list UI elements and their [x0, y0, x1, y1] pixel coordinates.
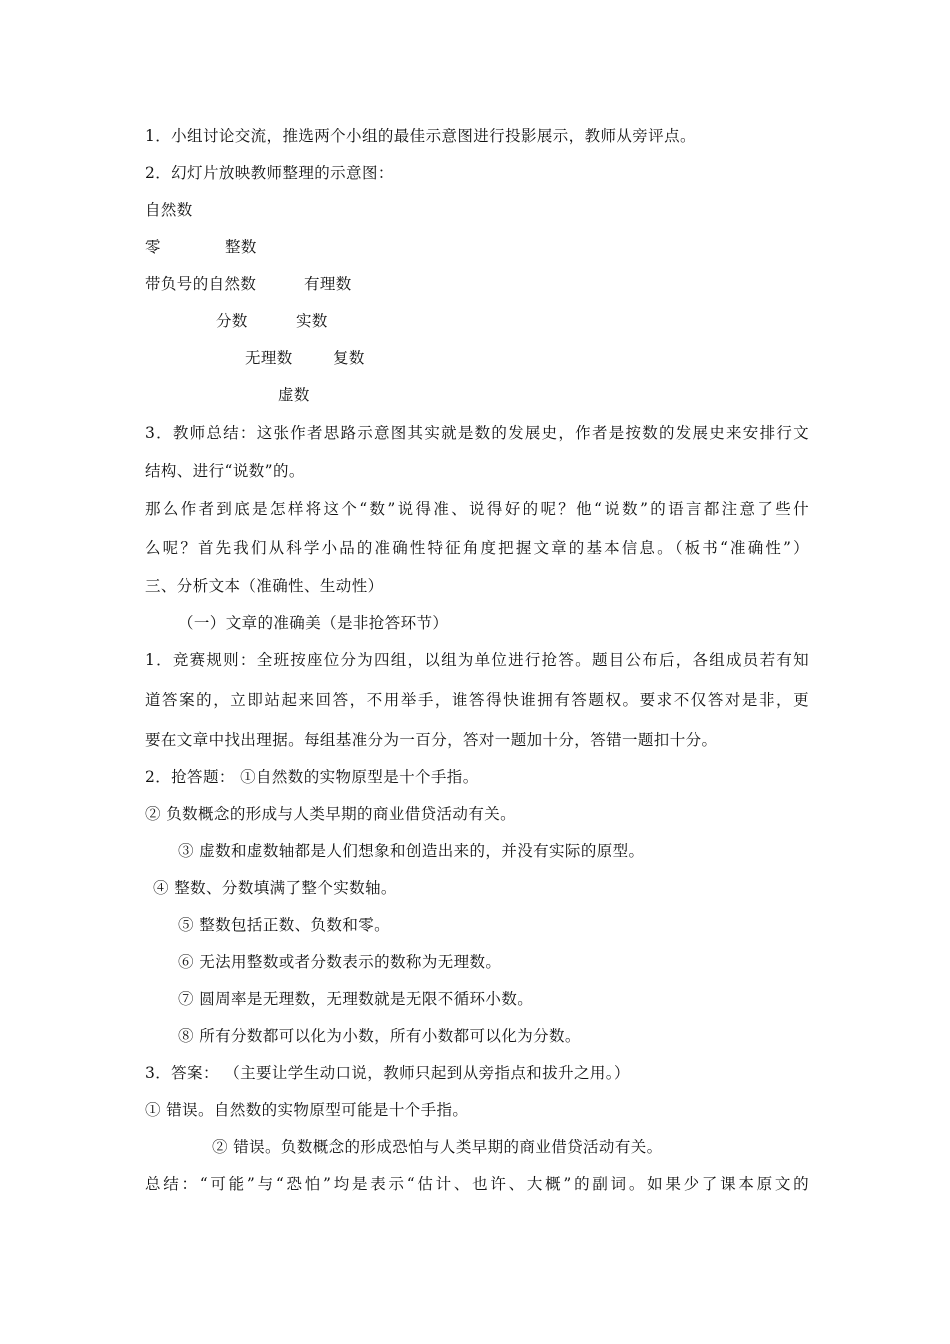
diagram-zero: 零: [145, 238, 161, 256]
quiz-question-5: ⑤ 整数包括正数、负数和零。: [178, 916, 391, 934]
quiz-question-7: ⑦ 圆周率是无理数，无理数就是无限不循环小数。: [178, 990, 534, 1008]
diagram-natural-numbers: 自然数: [145, 201, 193, 219]
diagram-complex: 复数: [333, 349, 365, 367]
subsection-heading-accuracy: （一）文章的准确美（是非抢答环节）: [178, 614, 449, 632]
diagram-fractions: 分数: [216, 312, 248, 330]
paragraph-rules-line1: 1．竞赛规则：全班按座位分为四组，以组为单位进行抢答。题目公布后，各组成员若有知: [145, 651, 809, 669]
paragraph-slideshow: 2．幻灯片放映教师整理的示意图：: [145, 164, 394, 182]
answers-heading: 3．答案： （主要让学生动口说，教师只起到从旁指点和拔升之用。）: [145, 1064, 630, 1082]
paragraph-discussion: 1．小组讨论交流，推选两个小组的最佳示意图进行投影展示，教师从旁评点。: [145, 127, 696, 145]
diagram-imaginary: 虚数: [278, 386, 310, 404]
paragraph-rules-line2: 道答案的，立即站起来回答，不用举手，谁答得快谁拥有答题权。要求不仅答对是非，更: [145, 691, 809, 709]
quiz-question-2: ② 负数概念的形成与人类早期的商业借贷活动有关。: [145, 805, 517, 823]
paragraph-teacher-summary-line1: 3．教师总结：这张作者思路示意图其实就是数的发展史，作者是按数的发展史来安排行文: [145, 424, 809, 442]
diagram-reals: 实数: [296, 312, 328, 330]
answer-2: ② 错误。负数概念的形成恐怕与人类早期的商业借贷活动有关。: [212, 1138, 663, 1156]
answer-1: ① 错误。自然数的实物原型可能是十个手指。: [145, 1101, 469, 1119]
paragraph-conclusion: 总结：“可能”与“恐怕”均是表示“估计、也许、大概”的副词。如果少了课本原文的: [145, 1175, 809, 1193]
quiz-heading-question-1: 2．抢答题： ①自然数的实物原型是十个手指。: [145, 768, 479, 786]
paragraph-rules-line3: 要在文章中找出理据。每组基准分为一百分，答对一题加十分，答错一题扣十分。: [145, 731, 718, 749]
diagram-negative-naturals: 带负号的自然数: [145, 275, 257, 293]
quiz-question-8: ⑧ 所有分数都可以化为小数，所有小数都可以化为分数。: [178, 1027, 581, 1045]
diagram-integers: 整数: [225, 238, 257, 256]
diagram-rationals: 有理数: [304, 275, 352, 293]
section-heading-analysis: 三、分析文本（准确性、生动性）: [145, 577, 384, 595]
quiz-question-3: ③ 虚数和虚数轴都是人们想象和创造出来的，并没有实际的原型。: [178, 842, 645, 860]
paragraph-teacher-summary-line2: 结构、进行“说数”的。: [145, 462, 305, 480]
diagram-irrationals: 无理数: [245, 349, 293, 367]
paragraph-question-line2: 么呢？首先我们从科学小品的准确性特征角度把握文章的基本信息。（板书“准确性”）: [145, 539, 809, 557]
quiz-question-6: ⑥ 无法用整数或者分数表示的数称为无理数。: [178, 953, 502, 971]
quiz-question-4: ④ 整数、分数填满了整个实数轴。: [153, 879, 397, 897]
paragraph-question-line1: 那么作者到底是怎样将这个“数”说得准、说得好的呢？他“说数”的语言都注意了些什: [145, 500, 809, 518]
